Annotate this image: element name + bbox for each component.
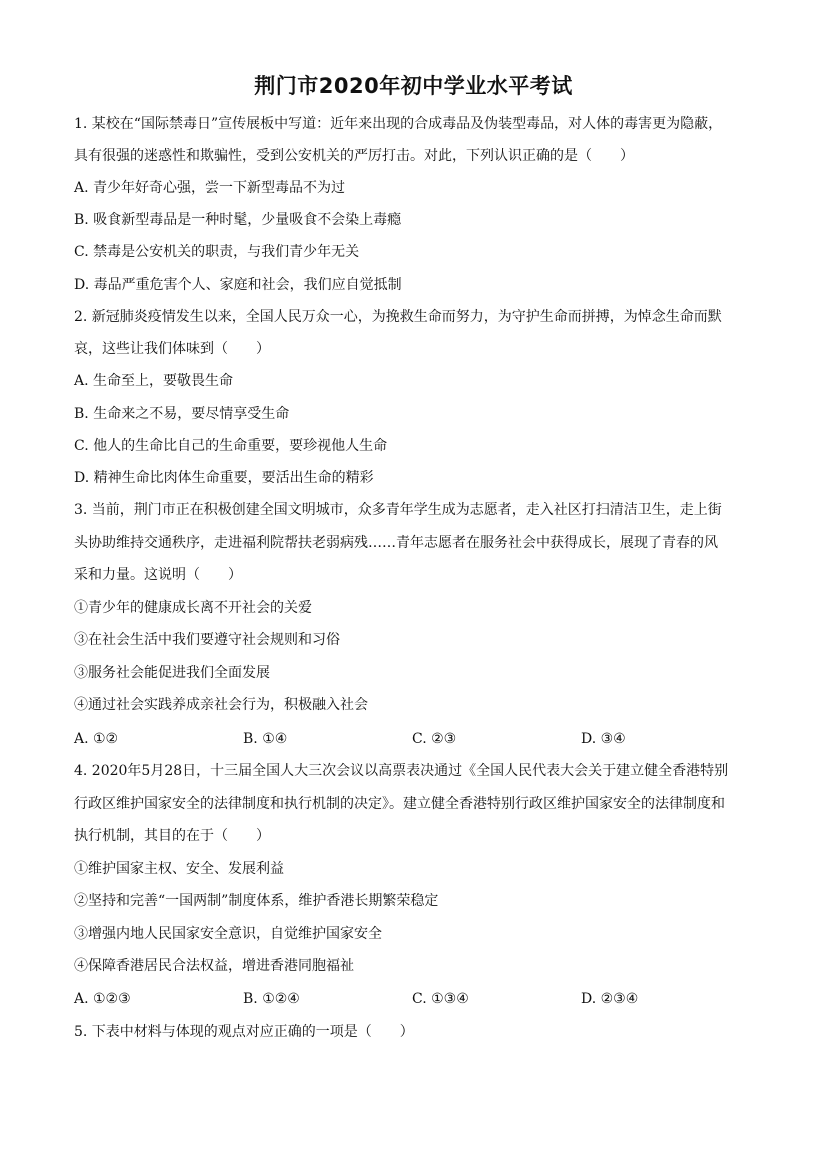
question-4-option-b: B. ①②④ bbox=[243, 991, 300, 1007]
question-1-option-c: C. 禁毒是公安机关的职责，与我们青少年无关 bbox=[74, 244, 360, 260]
question-3-stem-line-2: 头协助维持交通秩序，走进福利院帮扶老弱病残……青年志愿者在服务社会中获得成长，展现了青春的风 bbox=[74, 535, 718, 551]
page-title: 荆门市2020年初中学业水平考试 bbox=[254, 74, 573, 98]
question-4-option-d: D. ②③④ bbox=[581, 991, 639, 1007]
question-3-option-b: B. ①④ bbox=[243, 731, 288, 747]
question-1-option-d: D. 毒品严重危害个人、家庭和社会，我们应自觉抵制 bbox=[74, 277, 402, 293]
question-4-option-a: A. ①②③ bbox=[74, 991, 131, 1007]
question-3-statement-4: ④通过社会实践养成亲社会行为，积极融入社会 bbox=[74, 697, 368, 713]
question-2-option-c: C. 他人的生命比自己的生命重要，要珍视他人生命 bbox=[74, 438, 388, 454]
question-1-stem-line-1: 1. 某校在“国际禁毒日”宣传展板中写道：近年来出现的合成毒品及伪装型毒品，对人体的毒害更为隐蔽， bbox=[74, 116, 723, 132]
question-1-option-b: B. 吸食新型毒品是一种时髦，少量吸食不会染上毒瘾 bbox=[74, 212, 402, 228]
question-4-statement-1: ①维护国家主权、安全、发展利益 bbox=[74, 861, 284, 877]
question-4-statement-3: ③增强内地人民国家安全意识，自觉维护国家安全 bbox=[74, 926, 382, 942]
question-4-statement-4: ④保障香港居民合法权益，增进香港同胞福祉 bbox=[74, 958, 354, 974]
question-1-stem-line-2: 具有很强的迷惑性和欺骗性，受到公安机关的严厉打击。对此，下列认识正确的是（ ） bbox=[74, 148, 634, 164]
question-3-option-d: D. ③④ bbox=[581, 731, 626, 747]
question-5-stem-line-1: 5. 下表中材料与体现的观点对应正确的一项是（ ） bbox=[74, 1024, 414, 1040]
question-4-stem-line-2: 行政区维护国家安全的法律制度和执行机制的决定》。建立健全香港特别行政区维护国家安全的法律制度和 bbox=[74, 796, 725, 812]
question-3-stem-line-3: 采和力量。这说明（ ） bbox=[74, 567, 242, 583]
question-2-option-d: D. 精神生命比肉体生命重要，要活出生命的精彩 bbox=[74, 470, 374, 486]
question-4-options bbox=[74, 989, 764, 1009]
question-3-stem-line-1: 3. 当前，荆门市正在积极创建全国文明城市，众多青年学生成为志愿者，走入社区打扫清洁卫生，走上街 bbox=[74, 502, 722, 518]
question-2-option-b: B. 生命来之不易，要尽情享受生命 bbox=[74, 406, 290, 422]
question-3-option-a: A. ①② bbox=[74, 731, 119, 747]
question-2-stem-line-1: 2. 新冠肺炎疫情发生以来，全国人民万众一心，为挽救生命而努力，为守护生命而拼搏，为悼念生命而默 bbox=[74, 309, 722, 325]
question-4-stem-line-3: 执行机制，其目的在于（ ） bbox=[74, 828, 270, 844]
question-2-stem-line-2: 哀，这些让我们体味到（ ） bbox=[74, 341, 270, 357]
question-4-statement-2: ②坚持和完善“一国两制”制度体系，维护香港长期繁荣稳定 bbox=[74, 893, 439, 909]
question-3-options bbox=[74, 729, 764, 749]
question-2-option-a: A. 生命至上，要敬畏生命 bbox=[74, 373, 234, 389]
question-3-statement-1: ①青少年的健康成长离不开社会的关爱 bbox=[74, 600, 312, 616]
question-3-statement-2: ③在社会生活中我们要遵守社会规则和习俗 bbox=[74, 632, 340, 648]
question-4-stem-line-1: 4. 2020年5月28日，十三届全国人大三次会议以高票表决通过《全国人民代表大会关于建立健全香港特别 bbox=[74, 763, 729, 779]
question-3-option-c: C. ②③ bbox=[412, 731, 457, 747]
question-1-option-a: A. 青少年好奇心强，尝一下新型毒品不为过 bbox=[74, 180, 346, 196]
question-4-option-c: C. ①③④ bbox=[412, 991, 469, 1007]
question-3-statement-3: ③服务社会能促进我们全面发展 bbox=[74, 665, 270, 681]
